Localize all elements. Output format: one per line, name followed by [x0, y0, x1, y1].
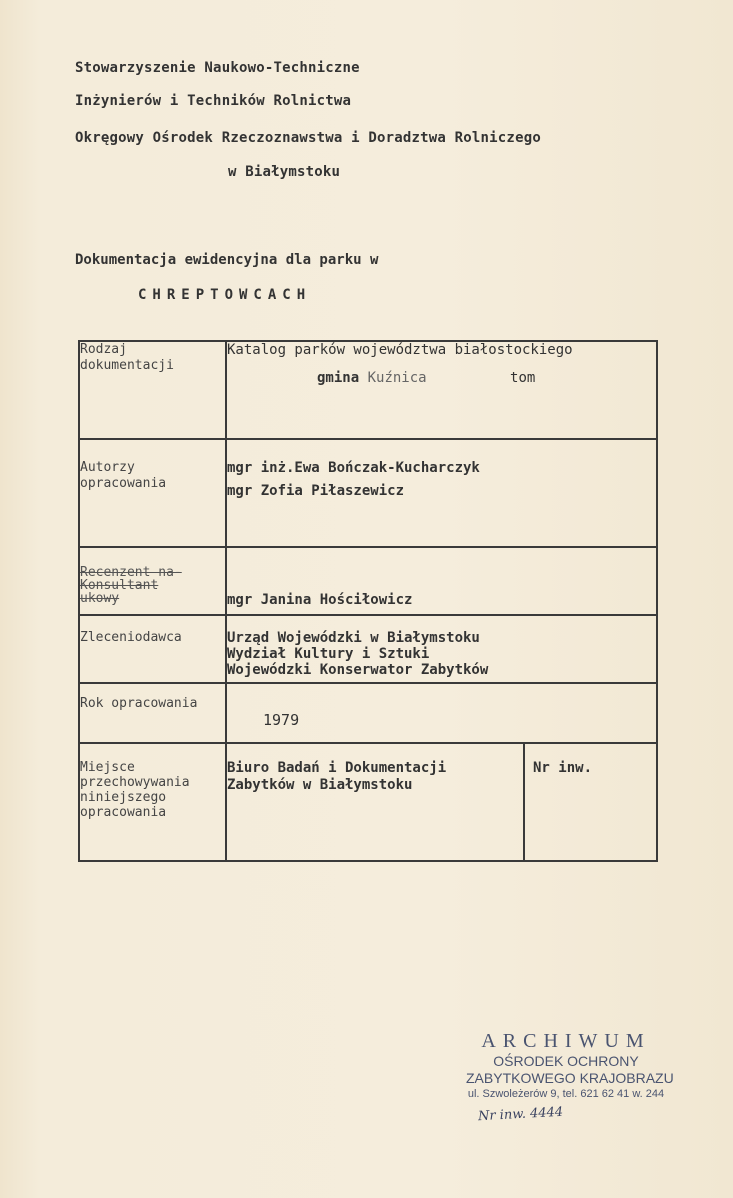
catalog-text: Katalog parków województwa białostockiego [227, 342, 573, 358]
row-storage [79, 743, 657, 861]
inventory-number: Nr inw. [524, 743, 657, 861]
author-2: mgr Zofia Piłaszewicz [227, 483, 405, 499]
row-commissioner [79, 615, 657, 683]
handwritten-inventory: Nr inw. 4444 [477, 1104, 564, 1125]
value-authors [226, 439, 657, 547]
label-authors: Autorzy opracowania [79, 439, 226, 547]
stamp-line-4: ul. Szwoleżerów 9, tel. 621 62 41 w. 244 [467, 1088, 665, 1100]
commissioner-1: Urząd Wojewódzki w Białymstoku [227, 630, 480, 646]
row-reviewer [79, 547, 657, 615]
documentation-table [78, 340, 658, 862]
row-document-type [79, 341, 657, 439]
label-storage: Miejsce przechowywania niniejszego opracowania [79, 743, 226, 861]
label-commissioner: Zleceniodawca [79, 615, 226, 683]
stamp-line-2: OŚRODEK OCHRONY [493, 1053, 639, 1069]
gmina-value: Kuźnica [367, 370, 427, 386]
storage-2: Zabytków w Białymstoku [227, 777, 413, 793]
storage-1: Biuro Badań i Dokumentacji [227, 760, 447, 776]
commissioner-2: Wydział Kultury i Sztuki [227, 646, 430, 662]
label-document-type: Rodzaj dokumentacji [79, 341, 226, 439]
row-authors [79, 439, 657, 547]
header-line-3: Okręgowy Ośrodek Rzeczoznawstwa i Doradztwa Rolniczego [75, 130, 541, 146]
value-commissioner [226, 615, 657, 683]
archive-stamp [466, 1030, 674, 1101]
value-document-type [226, 341, 657, 439]
stamp-line-3: ZABYTKOWEGO KRAJOBRAZU [466, 1070, 674, 1086]
gmina-label: gmina [317, 370, 360, 386]
reviewer-label-2: Konsultant [80, 578, 159, 593]
gmina-line [227, 370, 656, 387]
label-year: Rok opracowania [79, 683, 226, 743]
tom-label: tom [510, 370, 536, 386]
header-line-1: Stowarzyszenie Naukowo-Techniczne [75, 60, 360, 76]
document-title: Dokumentacja ewidencyjna dla parku w [75, 252, 379, 268]
header-line-2: Inżynierów i Techników Rolnictwa [75, 93, 352, 109]
reviewer-label-3: ukowy [80, 591, 120, 606]
place-name: CHREPTOWCACH [138, 287, 312, 303]
header-line-4: w Białymstoku [228, 164, 341, 180]
stamp-archiwum: ARCHIWUM [481, 1030, 651, 1052]
value-storage [226, 743, 524, 861]
label-reviewer [79, 547, 226, 615]
author-1: mgr inż.Ewa Bończak-Kucharczyk [227, 460, 480, 476]
row-year [79, 683, 657, 743]
value-reviewer: mgr Janina Hościłowicz [226, 547, 657, 615]
reviewer-label-1: Recenzent na- [80, 565, 182, 580]
commissioner-3: Wojewódzki Konserwator Zabytków [227, 662, 489, 678]
value-year: 1979 [226, 683, 657, 743]
